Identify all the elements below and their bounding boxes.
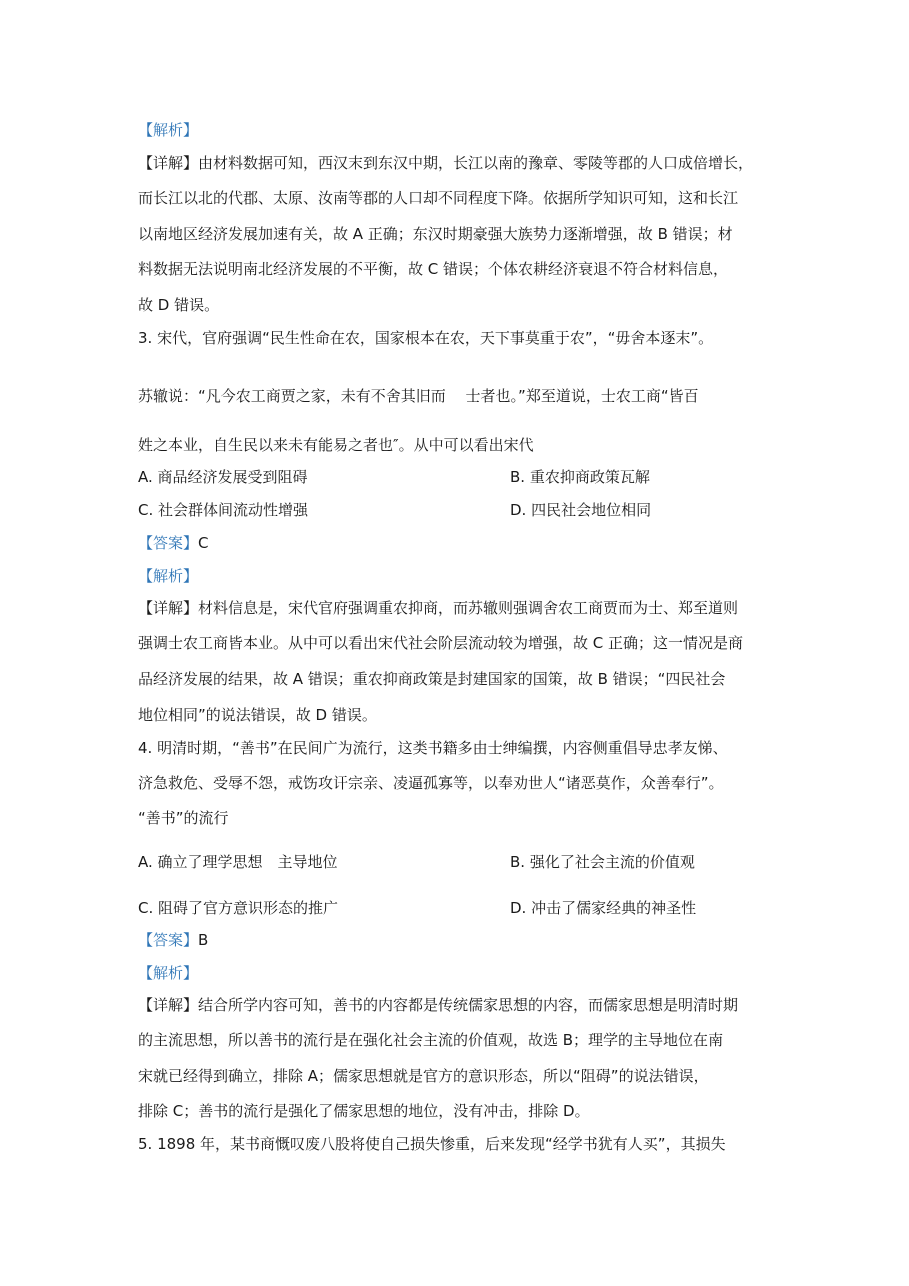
- q3-option-d: D. 四民社会地位相同: [510, 501, 652, 519]
- q3-stem-line: 苏辙说：“凡今农工商贾之家，未有不舍其旧而 士者也。”郑至道说，士农工商“皆百: [138, 387, 699, 405]
- q3-stem-line: 姓之本业，自生民以来未有能易之者也″。从中可以看出宋代: [138, 436, 534, 454]
- q3-detail-line: 品经济发展的结果，故 A 错误；重农抑商政策是封建国家的国策，故 B 错误；“四民社会: [138, 670, 726, 688]
- q2-detail-line: 而长江以北的代郡、太原、汝南等郡的人口却不同程度下降。依据所学知识可知，这和长江: [138, 189, 739, 207]
- q4-detail-line: 宋就已经得到确立，排除 A；儒家思想就是官方的意识形态，所以“阻碍”的说法错误，: [138, 1067, 709, 1085]
- q5-stem-line: 5. 1898 年，某书商慨叹废八股将使自己损失惨重，后来发现“经学书犹有人买”，其损失: [138, 1135, 726, 1153]
- q4-option-a: A. 确立了理学思想 主导地位: [138, 853, 338, 871]
- q3-option-c: C. 社会群体间流动性增强: [138, 501, 309, 519]
- q3-detail-line: 地位相同”的说法错误，故 D 错误。: [138, 706, 377, 724]
- q3-detail-line: 【详解】材料信息是，宋代官府强调重农抑商，而苏辙则强调舍农工商贾而为士、郑至道则: [138, 599, 739, 617]
- q4-answer: [138, 930, 208, 950]
- q4-option-b: B. 强化了社会主流的价值观: [510, 853, 695, 871]
- q2-detail-line: 故 D 错误。: [138, 296, 220, 314]
- q4-option-c: C. 阻碍了官方意识形态的推广: [138, 899, 339, 917]
- q4-stem-line: 济急救危、受辱不怨，戒饬攻讦宗亲、凌逼孤寡等，以奉劝世人“诸恶莫作，众善奉行”。: [138, 774, 724, 792]
- q2-detail-line: 料数据无法说明南北经济发展的不平衡，故 C 错误；个体农耕经济衰退不符合材料信息，: [138, 260, 729, 278]
- q4-detail-line: 排除 C；善书的流行是强化了儒家思想的地位，没有冲击，排除 D。: [138, 1102, 590, 1120]
- q4-stem-line: 4. 明清时期，“善书”在民间广为流行，这类书籍多由士绅编撰，内容侧重倡导忠孝友悌、: [138, 739, 728, 757]
- q3-option-a: A. 商品经济发展受到阻碍: [138, 468, 308, 486]
- q3-option-b: B. 重农抑商政策瓦解: [510, 468, 650, 486]
- q2-analysis-label: 【解析】: [138, 121, 199, 139]
- q4-detail-line: 的主流思想，所以善书的流行是在强化社会主流的价值观，故选 B；理学的主导地位在南: [138, 1031, 724, 1049]
- q3-answer-value: C: [198, 534, 209, 552]
- q3-stem-line: 3. 宋代，官府强调“民生性命在农，国家根本在农，天下事莫重于农”，“毋舍本逐末”。: [138, 329, 714, 347]
- q4-answer-value: B: [198, 931, 209, 949]
- q3-detail-line: 强调士农工商皆本业。从中可以看出宋代社会阶层流动较为增强，故 C 正确；这一情况是商: [138, 634, 744, 652]
- q4-stem-line: “善书”的流行: [138, 809, 229, 827]
- q4-answer-label: 【答案】: [138, 931, 199, 949]
- q4-analysis-label: 【解析】: [138, 964, 199, 982]
- q4-option-d: D. 冲击了儒家经典的神圣性: [510, 899, 697, 917]
- q2-detail-line: 以南地区经济发展加速有关，故 A 正确；东汉时期豪强大族势力逐渐增强，故 B 错误；材: [138, 225, 733, 243]
- q3-answer-label: 【答案】: [138, 534, 199, 552]
- q3-answer: [138, 533, 209, 553]
- q4-detail-line: 【详解】结合所学内容可知，善书的内容都是传统儒家思想的内容，而儒家思想是明清时期: [138, 996, 739, 1014]
- q3-analysis-label: 【解析】: [138, 567, 199, 585]
- q2-detail-line: 【详解】由材料数据可知，西汉末到东汉中期，长江以南的豫章、零陵等郡的人口成倍增长，: [138, 154, 754, 172]
